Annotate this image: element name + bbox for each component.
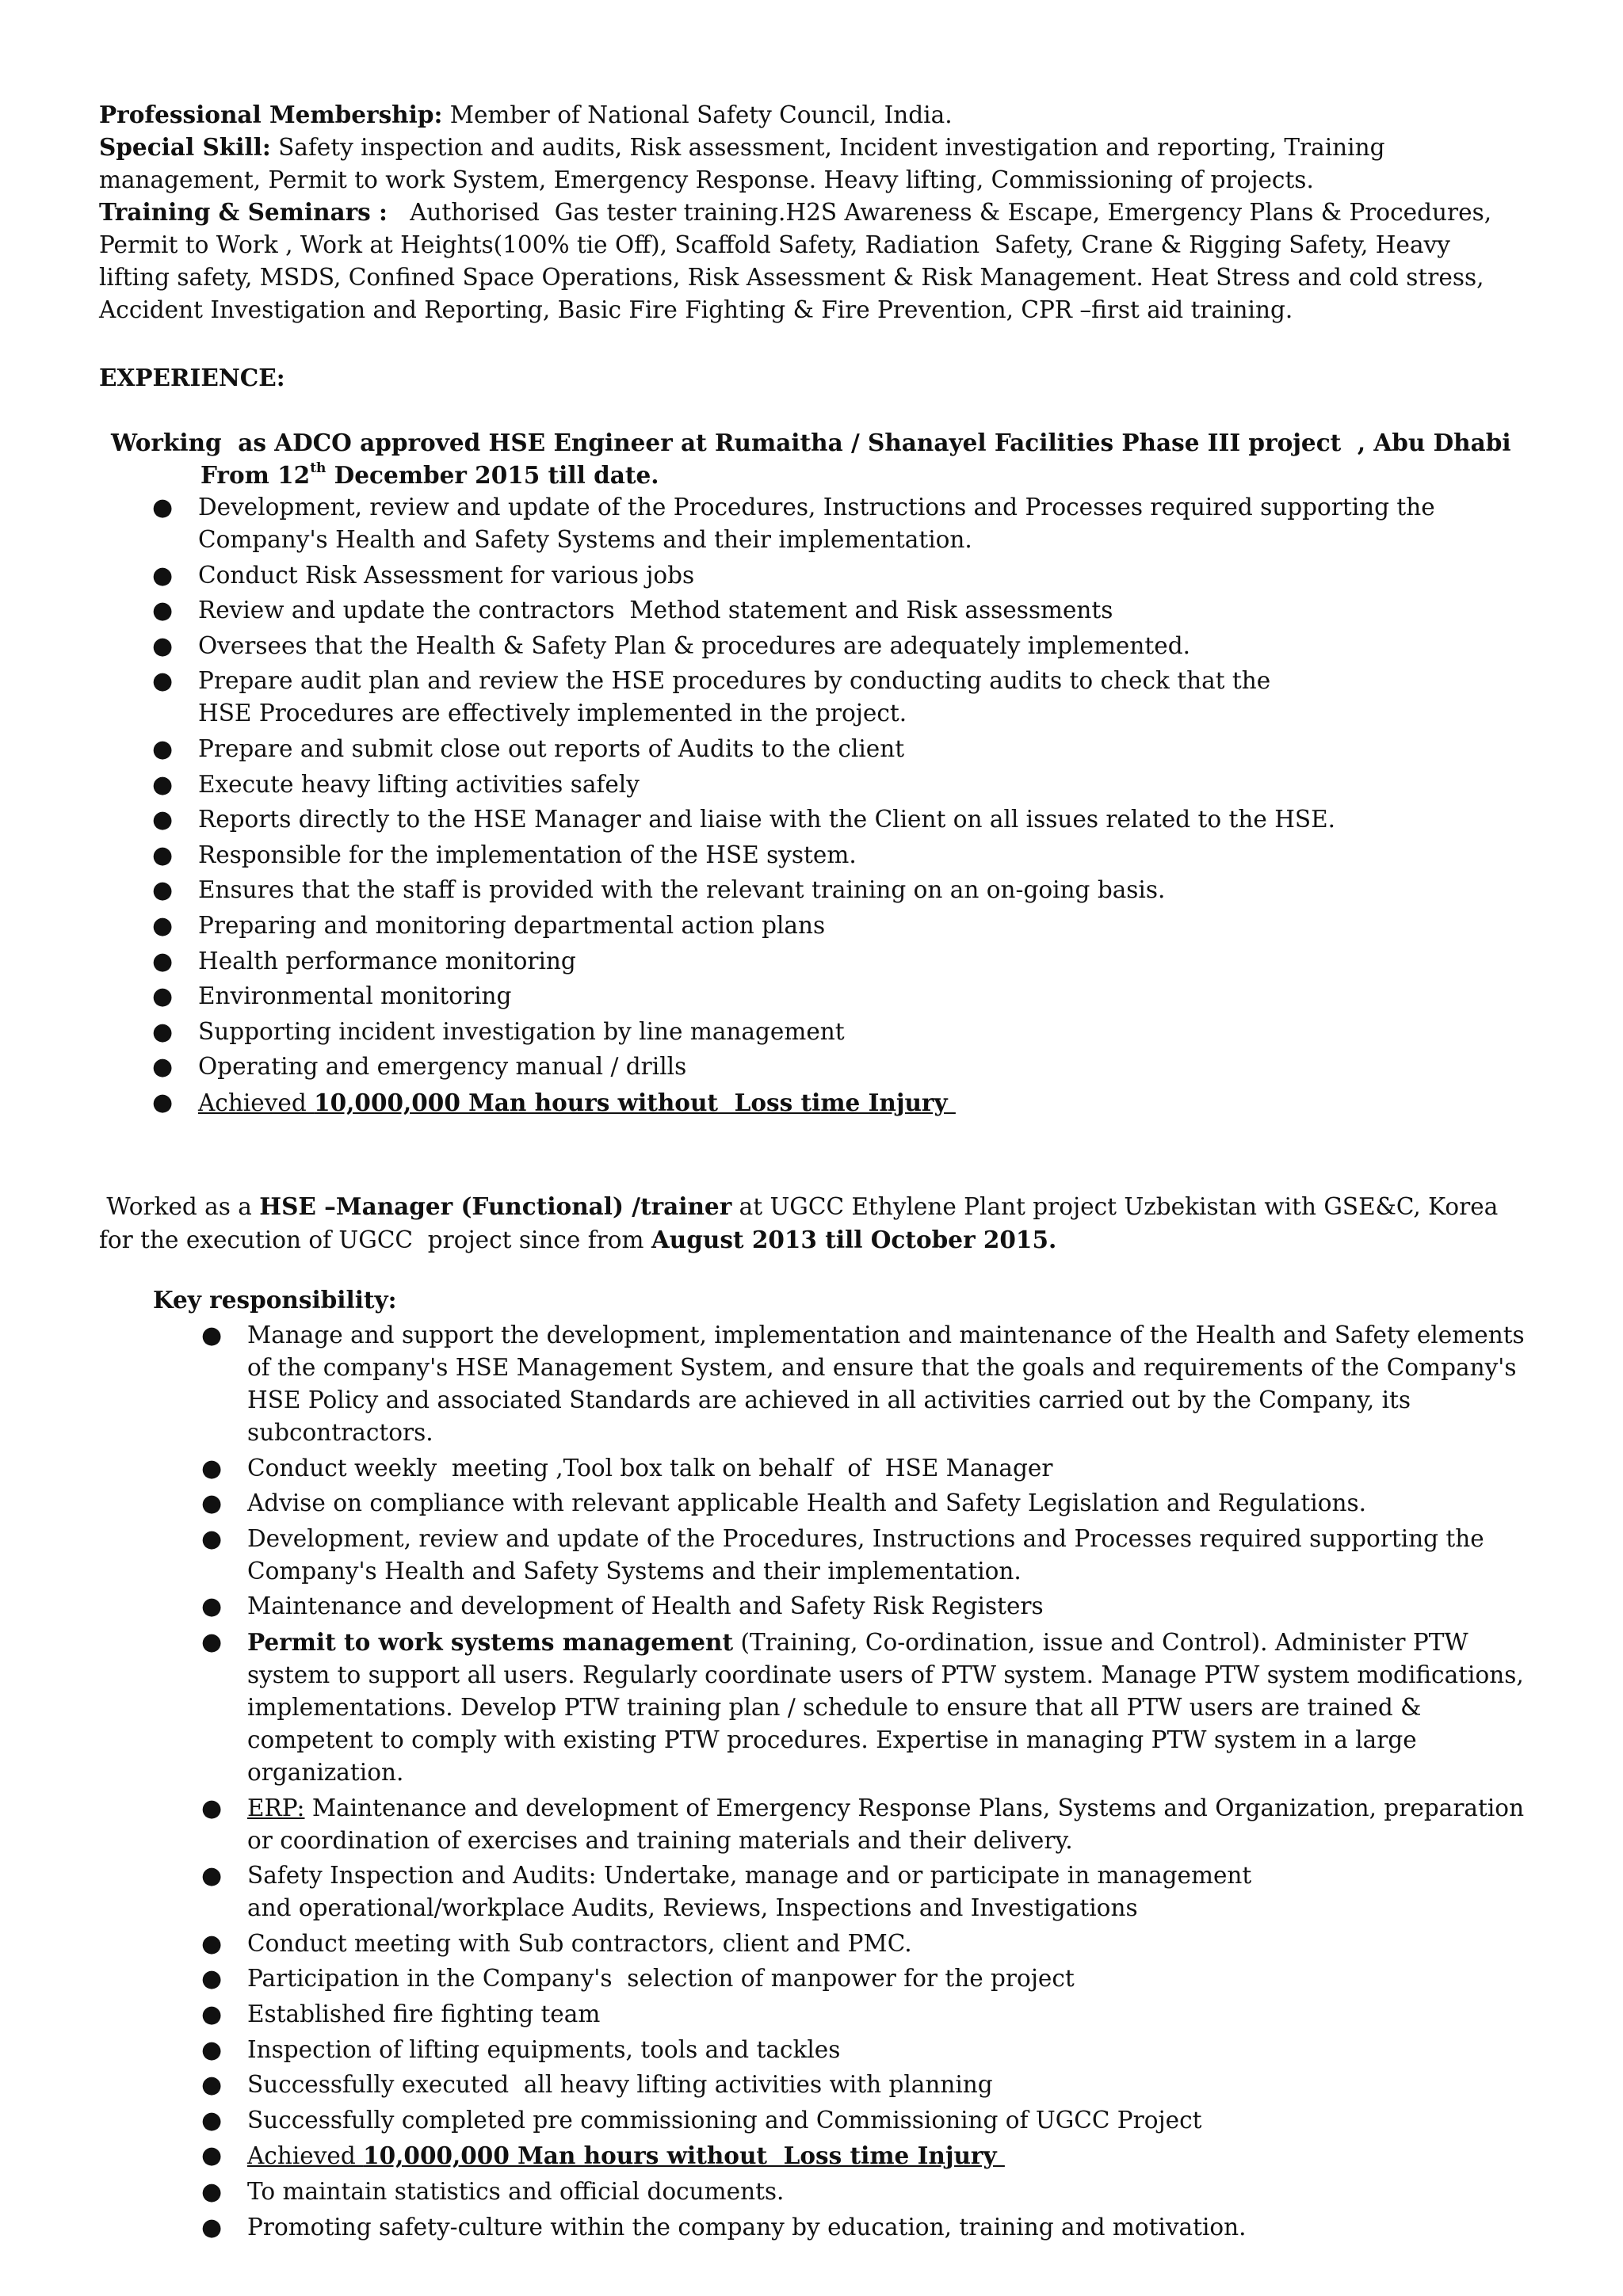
- list-item: ● Review and update the contractors Method statement and Risk assessments: [198, 594, 1514, 627]
- list-item: ● Manage and support the development, implementation and maintenance of the Health and Safety elements of the company's HSE Management System, and ensure that the goals and requirements of the Company's HSE Policy and associated Standards are achieved in all activities carried out by the Company, its subcontractors.: [247, 1319, 1547, 1449]
- bullet-icon: ●: [152, 982, 174, 1011]
- training-seminars-text: Authorised Gas tester training.H2S Awareness & Escape, Emergency Plans & Procedures, Permit to Work , Work at Heights(100% tie Off), Scaffold Safety, Radiation Safety, Crane & Rigging Safety, Heavy lifting safety, MSDS, Confined Space Operations, Risk Assessment & Risk Management. Heat Stress and cold stress, Accident Investigation and Reporting, Basic Fire Fighting & Fire Prevention, CPR –first aid training.: [99, 199, 1499, 323]
- list-item: ● Maintenance and development of Health and Safety Risk Registers: [247, 1590, 1547, 1623]
- bullet-icon: ●: [152, 597, 174, 625]
- bullet-icon: ●: [152, 1017, 174, 1046]
- bullet-icon: ●: [152, 770, 174, 799]
- bullet-icon: ●: [201, 2000, 223, 2028]
- achievement-prefix: Achieved: [198, 1089, 315, 1116]
- list-item: ● Health performance monitoring: [198, 945, 1514, 978]
- job1-from-suffix: December 2015 till date.: [326, 461, 659, 489]
- list-item: ● Successfully completed pre commissioning and Commissioning of UGCC Project: [247, 2104, 1547, 2137]
- list-item: ● Reports directly to the HSE Manager and liaise with the Client on all issues related to the HSE.: [198, 803, 1514, 836]
- job2-summary: [99, 1190, 1526, 1257]
- bullet-icon: ●: [152, 494, 174, 521]
- job1-dates: [200, 459, 659, 491]
- bullet-icon: ●: [201, 2213, 223, 2241]
- bullet-icon: ●: [152, 806, 174, 834]
- list-item: ● Development, review and update of the Procedures, Instructions and Processes required supporting the Company's Health and Safety Systems and their implementation.: [198, 491, 1514, 556]
- bullet-icon: ●: [201, 1489, 223, 1518]
- list-item: ● Development, review and update of the Procedures, Instructions and Processes required supporting the Company's Health and Safety Systems and their implementation.: [247, 1523, 1547, 1588]
- training-seminars-label: Training & Seminars :: [99, 198, 388, 226]
- list-item: ● Preparing and monitoring departmental action plans: [198, 910, 1514, 942]
- job1-bullet-list: [152, 491, 1514, 1123]
- list-item: ● Execute heavy lifting activities safely: [198, 769, 1514, 801]
- training-seminars: [99, 196, 1526, 326]
- list-item: ● Ensures that the staff is provided with the relevant training on an on-going basis.: [198, 874, 1514, 906]
- list-item: ● Inspection of lifting equipments, tools and tackles: [247, 2034, 1547, 2066]
- job2-intro: Worked as a: [99, 1193, 260, 1220]
- bullet-icon: ●: [152, 841, 174, 869]
- list-item: ● Prepare audit plan and review the HSE procedures by conducting audits to check that the HSE Procedures are effectively implemented in the project.: [198, 665, 1323, 730]
- bullet-icon: ●: [152, 1088, 174, 1116]
- job2-details: at UGCC Ethylene Plant project Uzbekistan with GSE&C, Korea for the execution of UGCC project since from: [99, 1193, 1506, 1253]
- list-item: ● To maintain statistics and official documents.: [247, 2176, 1547, 2208]
- list-item: ● Supporting incident investigation by line management: [198, 1016, 1514, 1048]
- bullet-icon: ●: [152, 631, 174, 660]
- professional-membership-label: Professional Membership:: [99, 101, 443, 128]
- bullet-icon: ●: [201, 1794, 223, 1822]
- bullet-icon: ●: [201, 1322, 223, 1349]
- job2-dates: August 2013 till October 2015.: [651, 1226, 1057, 1253]
- professional-membership: [99, 98, 1526, 132]
- bullet-icon: ●: [201, 1627, 223, 1656]
- list-item: ● Advise on compliance with relevant applicable Health and Safety Legislation and Regulations.: [247, 1487, 1547, 1520]
- list-item: ● Oversees that the Health & Safety Plan & procedures are adequately implemented.: [198, 630, 1514, 662]
- professional-membership-text: Member of National Safety Council, India.: [442, 101, 953, 128]
- list-item: ● Prepare and submit close out reports of Audits to the client: [198, 733, 1514, 765]
- list-item: [201, 1792, 1547, 1857]
- bullet-icon: ●: [201, 2071, 223, 2100]
- bullet-icon: ●: [201, 1592, 223, 1621]
- bullet-icon: ●: [201, 1965, 223, 1993]
- key-responsibility-heading: Key responsibility:: [153, 1286, 397, 1314]
- bullet-icon: ●: [152, 876, 174, 905]
- erp-text: Maintenance and development of Emergency Response Plans, Systems and Organization, preparation or coordination of exercises and training materials and their delivery.: [247, 1794, 1525, 1854]
- special-skill-text: Safety inspection and audits, Risk assessment, Incident investigation and reporting, Training management, Permit to work System, Emergency Response. Heavy lifting, Commissioning of projects.: [99, 134, 1385, 193]
- list-item: ● Conduct meeting with Sub contractors, client and PMC.: [247, 1928, 1547, 1960]
- list-item: [201, 1626, 1547, 1789]
- list-item-achievement: [152, 1086, 1514, 1119]
- bullet-icon: ●: [152, 667, 174, 696]
- achievement-prefix: Achieved: [247, 2142, 364, 2170]
- list-item: ● Environmental monitoring: [198, 980, 1514, 1013]
- ptw-text: (Training, Co-ordination, issue and Control). Administer PTW system to support all users. Regularly coordinate users of PTW system. Manage PTW system modifications, implementations. Develop PTW training plan / schedule to ensure that all PTW users are trained & competent to comply with existing PTW procedures. Expertise in managing PTW system in a large organization.: [247, 1628, 1524, 1786]
- special-skill-label: Special Skill:: [99, 133, 271, 161]
- bullet-icon: ●: [152, 911, 174, 940]
- list-item-achievement: [201, 2139, 1547, 2172]
- job1-from-sup: th: [310, 460, 327, 477]
- list-item: ● Safety Inspection and Audits: Undertake, manage and or participate in management and operational/workplace Audits, Reviews, Inspections and Investigations: [247, 1859, 1277, 1924]
- bullet-icon: ●: [201, 2142, 223, 2170]
- job2-bullet-list: [201, 1319, 1547, 2246]
- list-item: ● Established fire fighting team: [247, 1998, 1547, 2031]
- job2-role: HSE –Manager (Functional) /trainer: [259, 1192, 732, 1220]
- bullet-icon: ●: [201, 1929, 223, 1958]
- bullet-icon: ●: [201, 2035, 223, 2064]
- list-item: ● Operating and emergency manual / drills: [198, 1051, 1514, 1083]
- list-item: ● Conduct weekly meeting ,Tool box talk on behalf of HSE Manager: [247, 1452, 1547, 1485]
- list-item: ● Responsible for the implementation of the HSE system.: [198, 839, 1514, 871]
- bullet-icon: ●: [152, 561, 174, 589]
- bullet-icon: ●: [152, 734, 174, 763]
- bullet-icon: ●: [201, 1862, 223, 1890]
- bullet-icon: ●: [201, 1454, 223, 1482]
- bullet-icon: ●: [201, 1524, 223, 1553]
- erp-label: ERP:: [247, 1794, 305, 1821]
- job1-title: Working as ADCO approved HSE Engineer at Rumaitha / Shanayel Facilities Phase III project , Abu Dhabi: [111, 429, 1511, 456]
- list-item: ● Participation in the Company's selection of manpower for the project: [247, 1962, 1547, 1995]
- list-item: ● Conduct Risk Assessment for various jobs: [198, 559, 1514, 592]
- bullet-icon: ●: [201, 2106, 223, 2134]
- bullet-icon: ●: [152, 1053, 174, 1081]
- ptw-label: Permit to work systems management: [247, 1627, 734, 1656]
- bullet-icon: ●: [201, 2177, 223, 2206]
- special-skill: [99, 131, 1526, 196]
- experience-heading: EXPERIENCE:: [99, 364, 285, 391]
- achievement-text: 10,000,000 Man hours without Loss time Injury: [314, 1088, 956, 1116]
- job1-from-prefix: From 12: [200, 461, 311, 489]
- list-item: ● Promoting safety-culture within the company by education, training and motivation.: [247, 2211, 1547, 2244]
- list-item: ● Successfully executed all heavy lifting activities with planning: [247, 2069, 1547, 2101]
- achievement-text: 10,000,000 Man hours without Loss time Injury: [363, 2142, 1005, 2170]
- bullet-icon: ●: [152, 947, 174, 975]
